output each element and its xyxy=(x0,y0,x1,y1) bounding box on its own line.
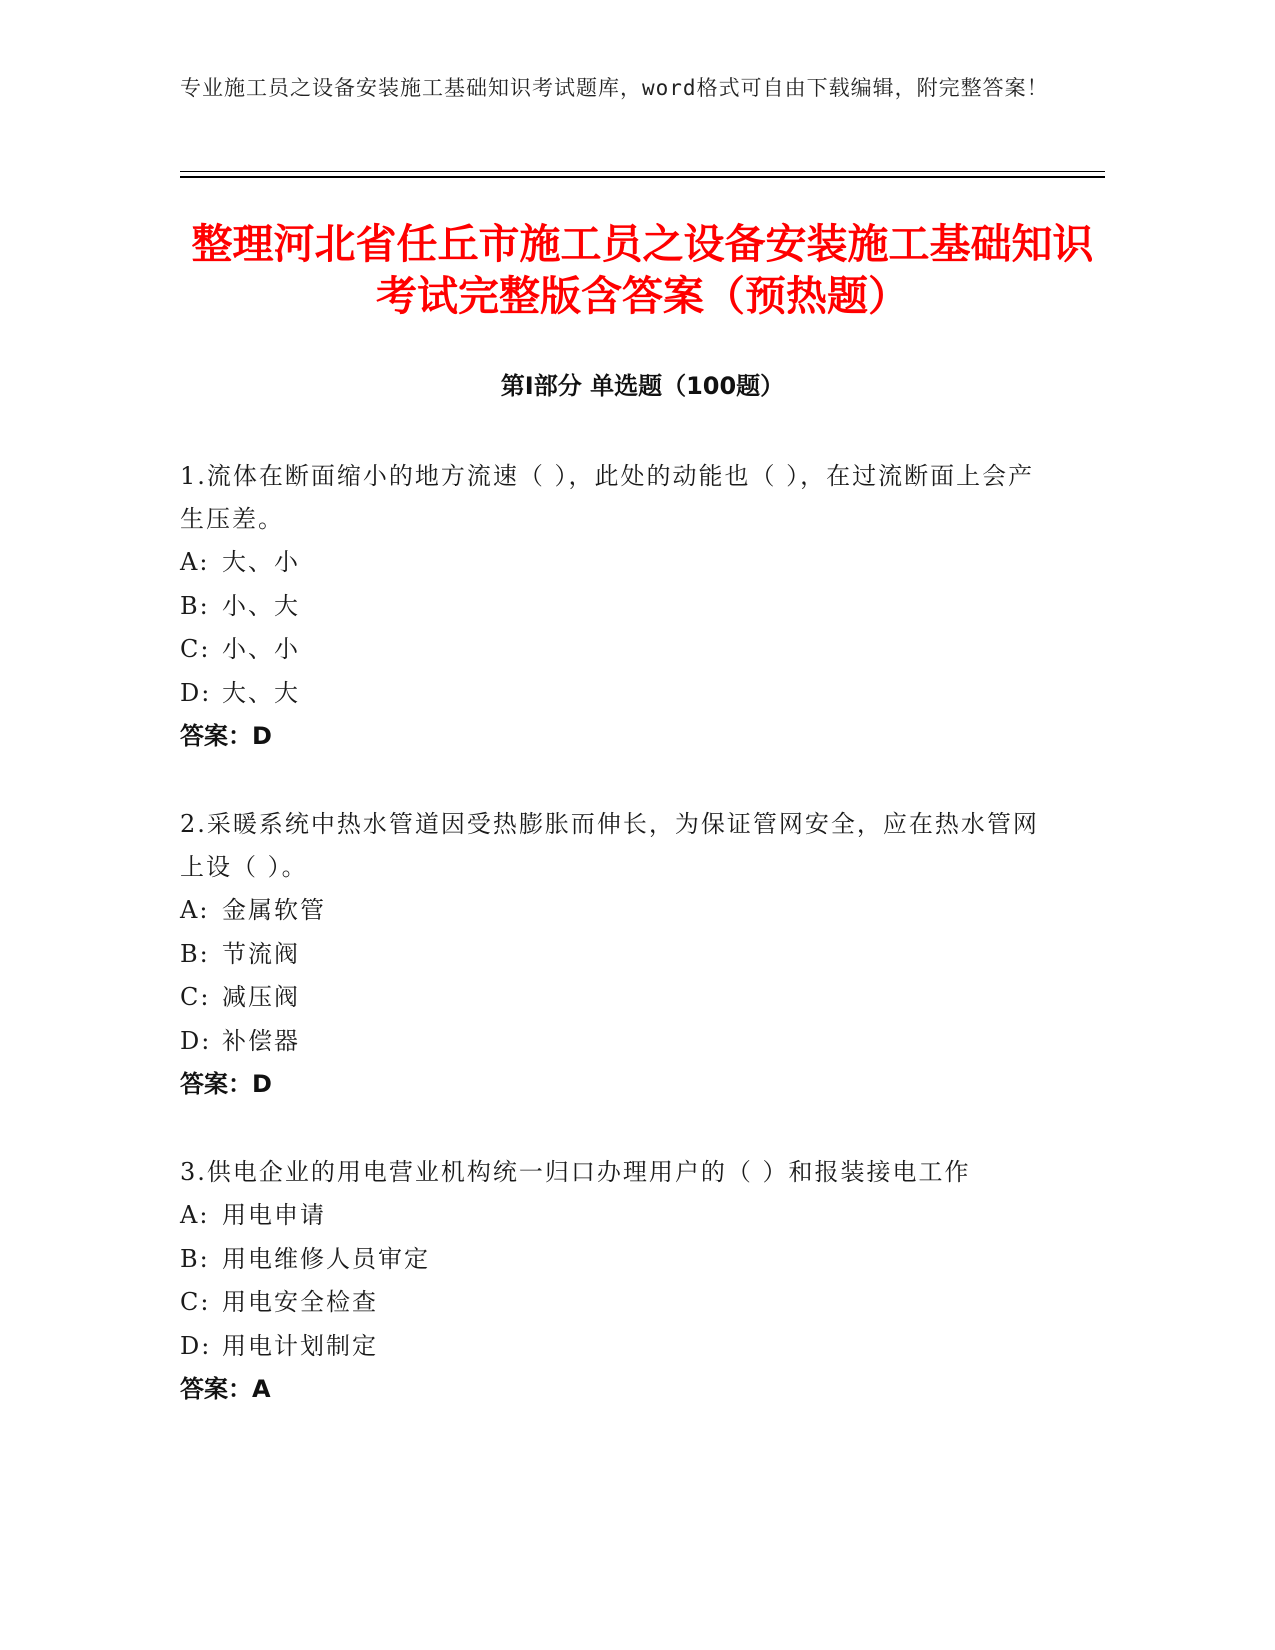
option-text: 用电申请 xyxy=(222,1201,326,1229)
option-a xyxy=(180,889,1040,933)
header-rule-thin xyxy=(180,171,1105,172)
option-key: D: xyxy=(180,1331,212,1360)
option-key: A: xyxy=(180,896,210,924)
answer: 答案：D xyxy=(180,1070,272,1098)
option-key: A: xyxy=(180,1201,210,1229)
option-text: 大、大 xyxy=(222,678,300,707)
answer: 答案：A xyxy=(180,1375,271,1403)
option-key: C: xyxy=(180,1288,211,1316)
option-d xyxy=(180,672,1040,716)
section-title: 第Ⅰ部分 单选题（100题） xyxy=(500,372,785,400)
option-text: 大、小 xyxy=(222,548,300,576)
question-stem: 1.流体在断面缩小的地方流速（ ），此处的动能也（ ），在过流断面上会产生压差。 xyxy=(180,462,1035,533)
option-b xyxy=(180,585,1040,629)
header-rule-thick xyxy=(180,176,1105,178)
option-c xyxy=(180,628,1040,672)
option-key: B: xyxy=(180,1244,210,1273)
option-text: 用电安全检查 xyxy=(222,1288,378,1316)
option-key: C: xyxy=(180,635,211,663)
option-text: 减压阀 xyxy=(222,983,300,1011)
question-3 xyxy=(180,1151,1040,1412)
question-stem: 3.供电企业的用电营业机构统一归口办理用户的（ ）和报装接电工作 xyxy=(180,1158,971,1186)
option-key: D: xyxy=(180,678,212,707)
option-text: 补偿器 xyxy=(222,1026,300,1055)
option-b xyxy=(180,1238,1040,1282)
answer: 答案：D xyxy=(180,722,272,750)
document-title: 整理河北省任丘市施工员之设备安装施工基础知识考试完整版含答案（预热题） xyxy=(191,220,1094,320)
option-key: B: xyxy=(180,591,210,620)
question-1 xyxy=(180,455,1040,759)
option-key: B: xyxy=(180,939,210,968)
option-d xyxy=(180,1325,1040,1369)
option-key: D: xyxy=(180,1026,212,1055)
option-text: 用电维修人员审定 xyxy=(222,1244,430,1273)
option-c xyxy=(180,1281,1040,1325)
option-text: 金属软管 xyxy=(222,896,326,924)
option-text: 节流阀 xyxy=(222,939,300,968)
option-a xyxy=(180,541,1040,585)
option-b xyxy=(180,933,1040,977)
option-c xyxy=(180,976,1040,1020)
option-a xyxy=(180,1194,1040,1238)
question-stem: 2.采暖系统中热水管道因受热膨胀而伸长，为保证管网安全，应在热水管网上设（ ）。 xyxy=(180,810,1039,881)
question-2 xyxy=(180,803,1040,1107)
option-d xyxy=(180,1020,1040,1064)
option-text: 小、小 xyxy=(222,635,300,663)
option-key: A: xyxy=(180,548,210,576)
option-text: 小、大 xyxy=(222,591,300,620)
option-key: C: xyxy=(180,983,211,1011)
option-text: 用电计划制定 xyxy=(222,1331,378,1360)
header-note: 专业施工员之设备安装施工基础知识考试题库，word格式可自由下载编辑，附完整答案！ xyxy=(180,76,1049,100)
